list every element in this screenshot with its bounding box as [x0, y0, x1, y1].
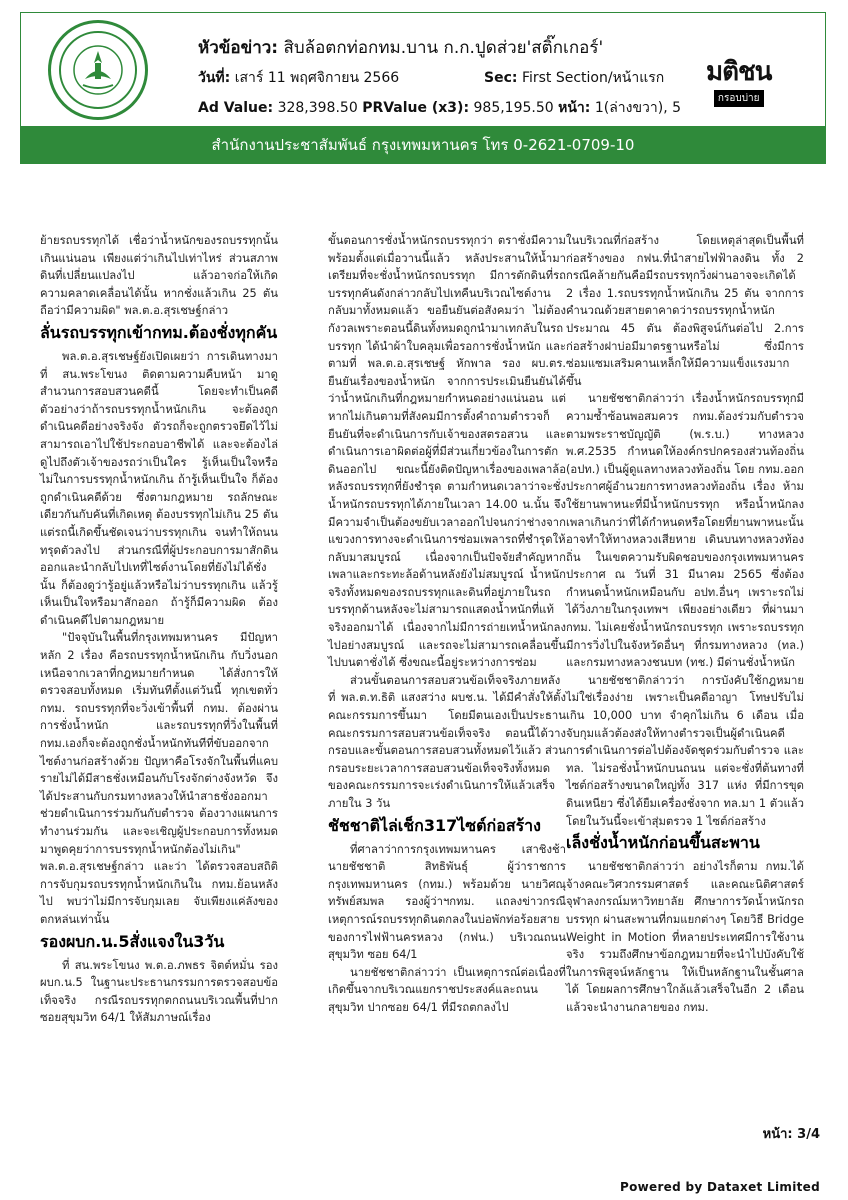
office-contact-band	[20, 126, 826, 164]
date-label: วันที่:	[198, 70, 231, 86]
section-value: First Section/หน้าแรก	[521, 70, 665, 86]
publication-edition: กรอบบ่าย	[714, 90, 764, 107]
section-heading: ลั่นรถบรรทุกเข้ากทม.ต้องชั่งทุกคัน	[40, 322, 278, 342]
section-heading: รองผบก.น.5สั่งแจงใน3วัน	[40, 931, 225, 951]
article-paragraph: ในบริเวณที่ก่อสร้าง โดยเหตุล่าสุดเป็นพื้นที่ก่อสร้างของ กฟน.ที่นำสายไฟฟ้าลงดิน ทั้ง 2 กรณีคล้ายกันคือมีรถบรรทุกวิ่งผ่านอาจจะเกิดได้ 2 เรื่อง 1.รถบรรทุกน้ำหนักเกิน 25 ตัน จากการคำนวณด้วยสายตาคาดว่ารถบรรทุกน้ำหนักประมาณ 45 ตัน ต้องพิสูจน์กันต่อไป 2.การก่อสร้างฝาบ่อมีมาตรฐานหรือไม่ ซึ่งมีการซ่อมแซมเสริมคานเหล็กให้มีความแข็งแรงมากขึ้น	[566, 234, 804, 388]
page-value: 1(ล่างขวา), 5	[594, 100, 682, 116]
article-paragraph: นายชัชชาติกล่าวว่า อย่างไรก็ตาม กทม.ได้จ้างคณะวิศวกรรมศาสตร์ และคณะนิติศาสตร์ จุฬาลงกรณ์มหาวิทยาลัย ศึกษาการวัดน้ำหนักรถบรรทุก ผ่านสะพานที่กมแยกต่างๆ โดยวิธี Bridge Weight in Motion ที่หลายประเทศมีการใช้งานจริง รวมถึงศึกษาข้อกฎหมายที่จะนำไปบังคับใช้ในการพิสูจน์หลักฐาน ให้เป็นหลักฐานในชั้นศาลได้ โดยผลการศึกษาใกล้แล้วเสร็จในอีก 2 เดือน แล้วจะนำงานกลายของ กทม.	[566, 860, 804, 1014]
article-paragraph: "ปัจจุบันในพื้นที่กรุงเทพมหานคร มีปัญหาหลัก 2 เรื่อง คือรถบรรทุกน้ำหนักเกิน กับวิ่งนอกเหนือจากเวลาที่กฎหมายกำหนด ได้สั่งการให้ตรวจสอบทั้งหมด เริ่มทันทีตั้งแต่วันนี้ ทุกเขตทั่ว กทม. รถบรรทุกที่จะวิ่งเข้าพื้นที่ กทม. ต้องผ่านการชั่งน้ำหนัก และรถบรรทุกที่วิ่งในพื้นที่ กทม.เองก็จะต้องถูกชั่งน้ำหนักทันทีที่ขับออกจากไซต์งานก่อสร้างด้วย ปัญหาคือโรงจักในพื้นที่แคบรายไม่ได้มีสาธชั่งเหมือนกับโรงจักต่างจังหวัด จึงได้ประสานกับกรมทางหลวงให้นำสาธชั่งออกมาช่วยดำเนินการร่วมกันกับตำรวจ ต้องวางแผนการทำงานร่วมกัน และจะเชิญผู้ประกอบการทั้งหมดมาพูดคุยว่าการบรรทุกน้ำหนักต้องไม่เกิน" พล.ต.อ.สุรเชษฐ์กล่าว และว่า ได้ตรวจสอบสถิติการจับกุมรถบรรทุกน้ำหนักเกินใน กทม.ย้อนหลังไป พบว่าไม่มีการจับกุมเลย จับเพียงแค่ลังของตกหล่นเท่านั้น	[40, 631, 278, 926]
office-contact-text: สำนักงานประชาสัมพันธ์ กรุงเทพมหานคร โทร 0-2621-0709-10	[211, 136, 635, 154]
article-column-1	[40, 232, 278, 1027]
publication-name: มติชน	[706, 57, 772, 87]
page-label: หน้า:	[558, 100, 591, 116]
powered-by-credit: Powered by Dataxet Limited	[619, 1180, 820, 1194]
article-column-3	[566, 232, 804, 1017]
date-value: เสาร์ 11 พฤศจิกายน 2566	[234, 70, 400, 86]
headline-line	[198, 34, 603, 61]
pr-value: 985,195.50	[473, 100, 554, 116]
value-line	[198, 97, 681, 119]
article-paragraph: นายชัชชาติกล่าวว่า การบังคับใช้กฎหมายไม่ใช่เรื่องง่าย เพราะเป็นคดีอาญา โทษปรับไม่เกิน 10,000 บาท จำคุกไม่เกิน 6 เดือน เมื่อจับกุมแล้วต้องส่งให้ทางตำรวจเป็นผู้ดำเนินคดี การดำเนินการต่อไปต้องจัดชุดร่วมกับตำรวจ และ ทล. ไม่รอชั่งน้ำหนักบนถนน แต่จะชั่งที่ต้นทางที่ไซต์ก่อสร้างขนาดใหญ่ทั้ง 317 แห่ง ที่มีการขุดดินเหนียว ซึ่งได้ยืมเครื่องชั่งจาก ทล.มา 1 ตัวแล้ว โดยในวันนี้จะเข้าสุ่มตรวจ 1 ไซต์ก่อสร้าง	[566, 673, 804, 828]
ad-value: 328,398.50	[277, 100, 358, 116]
article-paragraph: ส่วนขั้นตอนการสอบสวนข้อเท็จจริงภายหลังที่ พล.ต.ท.ธิติ แสงสว่าง ผบช.น. ได้มีคำสั่งให้ตั้งคณะกรรมการขึ้นมา โดยมีตนเองเป็นประธานคณะกรรมการสอบสวนข้อเท็จจริง ตอนนี้ได้วางกรอบและขั้นตอนการสอบสวนทั้งหมดไว้แล้ว ส่วนกรอบระยะเวลาการสอบสวนข้อเท็จจริงทั้งหมดของคณะกรรมการจะเร่งดำเนินการให้แล้วเสร็จภายใน 3 วัน	[328, 673, 566, 810]
article-paragraph: นายชัชชาติกล่าวว่า เรื่องน้ำหนักรถบรรทุกมีความซ้ำซ้อนพอสมควร กทม.ต้องร่วมกับตำรวจ ตามพระราชบัญญัติ (พ.ร.บ.) ทางหลวง พ.ศ.2535 กำหนดให้องค์กรปกครองส่วนท้องถิ่น (อปท.) เป็นผู้ดูแลทางหลวงท้องถิ่น โดย กทม.ออกประกาศผู้อำนวยการทางหลวงท้องถิ่น เรื่อง ห้ามใช้ยานพาหนะที่มีน้ำหนักบรรทุก หรือน้ำหนักลงเพลาเกินกว่าที่ได้กำหนดหรือโดยที่ยานพาหนะนั้นอาจทำให้ทางหลวงเสียหาย เดินบนทางหลวงท้องถิ่น ในเขตความรับผิดชอบของกรุงเทพมหานคร ประกาศ ณ วันที่ 31 มีนาคม 2565 ซึ่งต้องกำหนดน้ำหนักเหมือนกับ อปท.อื่นๆ เพราะรถไม่ได้วิ่งภายในกรุงเทพฯ เพียงอย่างเดียว ที่ผ่านมา กทม. ไม่เคยชั่งน้ำหนักรถบรรทุก เพราะรถบรรทุกมีการวิ่งไปในจังหวัดอื่นๆ ที่กรมทางหลวง (ทล.) และกรมทางหลวงชนบท (ทช.) มีด่านชั่งน้ำหนัก	[566, 392, 804, 670]
headline-text: สิบล้อตกท่อกทม.บาน ก.ก.ปูดส่วย'สติ๊กเกอร์'	[283, 38, 604, 58]
article-column-2	[328, 232, 566, 1017]
headline-label: หัวข้อข่าว:	[198, 38, 279, 58]
section-label: Sec:	[484, 70, 518, 86]
article-paragraph: ขั้นตอนการชั่งน้ำหนักรถบรรทุกว่า ตราชั่งมีความพร้อมตั้งแต่เมื่อวานนี้แล้ว หลังประสานให้น้ำมาเตรียมที่จะชั่งน้ำหนักรถบรรทุก มีการตักดินที่รถบรรทุกคันดังกล่าวกลับไปเทคืนบริเวณไซต์งาน กลับมาทั้งหมดแล้ว ขอยืนยันต่อสังคมว่า ไม่ต้องกังวลเพราะตอนนี้ดินทั้งหมดถูกนำมาเทกลับในรถบรรทุก ได้นำผ้าใบคลุมเพื่อรอการชั่งน้ำหนัก และตามที่ พล.ต.อ.สุรเชษฐ์ หักพาล รอง ผบ.ตร. ยืนยันเรื่องของน้ำหนัก จากการประเมินยืนยันได้ว่าน้ำหนักเกินที่กฎหมายกำหนดอย่างแน่นอน แต่หากไม่เกินตามที่สังคมมีการตั้งคำถามตำรวจก็ยืนยันที่จะดำเนินการกับเจ้าของสตรอสวน และดำเนินการเอาผิดต่อผู้ที่มีส่วนเกี่ยวข้องในการตักดินออกไป ขณะนี้ยังติดปัญหาเรื่องของเพลาล้อหลังรถบรรทุกที่ยังชำรุด ตามกำหนดเวลาว่าจะชั่งน้ำหนักรถบรรทุกได้ภายในเวลา 14.00 น.นั้น จึงมีความจำเป็นต้องขยับเวลาออกไปจนกว่าช่างจากแขวงการทางจะดำเนินการซ่อมเพลารถที่ชำรุดให้กลับมาสมบูรณ์ เนื่องจากเป็นปัจจัยสำคัญหากเพลาและกระทะล้อด้านหลังยังไม่สมบูรณ์ น้ำหนักจริงทั้งหมดของรถบรรทุกและดินที่อยู่ภายในรถบรรทุกด้านหลังจะไม่สามารถแสดงน้ำหนักที่แท้จริงออกมาได้ เนื่องจากไม่มีการถ่ายเทน้ำหนักลงไปอย่างสมบูรณ์ และรถจะไม่สามารถเคลื่อนขึ้นไปบนตาชั่งได้ ซึ่งขณะนี้อยู่ระหว่างการซ่อม	[328, 234, 566, 670]
section-heading: เล็งชั่งน้ำหนักก่อนขึ้นสะพาน	[566, 833, 760, 853]
seal-inner-ring	[59, 31, 137, 109]
ad-value-label: Ad Value:	[198, 100, 274, 116]
article-paragraph: ที่ สน.พระโขนง พ.ต.อ.ภพธร จิตต์หมั่น รอง ผบก.น.5 ในฐานะประธานกรรมการตรวจสอบข้อเท็จจริง กรณีรถบรรทุกตกถนนบริเวณพื้นที่ปากซอยสุขุมวิท 64/1 ให้สัมภาษณ์เรื่อง	[40, 958, 278, 1025]
bma-seal-logo	[48, 20, 148, 120]
article-paragraph: ย้ายรถบรรทุกได้ เชื่อว่าน้ำหนักของรถบรรทุกนั้นเกินแน่นอน เพียงแต่ว่าเกินไปเท่าไหร่ ส่วนสภาพดินที่เปลี่ยนแปลงไป แล้วอาจก่อให้เกิดความคลาดเคลื่อนได้นั้น หากชั่งแล้วเกิน 25 ตัน ถือว่ามีความผิด" พล.ต.อ.สุรเชษฐ์กล่าว	[40, 234, 278, 318]
article-paragraph: นายชัชชาติกล่าวว่า เป็นเหตุการณ์ต่อเนื่องที่เกิดขึ้นจากบริเวณแยกราชประสงค์และถนนสุขุมวิท ปากซอย 64/1 ที่มีรถตกลงไป	[328, 965, 566, 1014]
publication-logo	[706, 58, 771, 107]
pr-value-label: PRValue (x3):	[362, 100, 470, 116]
article-paragraph: พล.ต.อ.สุรเชษฐ์ยังเปิดเผยว่า การเดินทางมาที่ สน.พระโขนง ติดตามความคืบหน้า มาดูสำนวนการสอบสวนคดีนี้ โดยจะทำเป็นคดีตัวอย่างว่าถ้ารถบรรทุกน้ำหนักเกิน จะต้องถูกดำเนินคดีอย่างจริงจัง ตัวรถก็จะถูกตรวจยึดไว้ไม่สามารถเอาไปใช้ประกอบอาชีพได้ และจะต้องไล่ดูไปถึงตัวเจ้าของรถว่าเป็นใคร รู้เห็นเป็นใจหรือไม่ในการบรรทุกน้ำหนักเกิน ถ้ารู้เห็นเป็นใจ ก็ต้องถูกดำเนินคดีด้วย ซึ่งตามกฎหมาย รถลักษณะเดียวกันกับคันที่เกิดเหตุ ต้องบรรทุกไม่เกิน 25 ตัน แต่รถนี้เกิดขึ้นชัดเจนว่าบรรทุกเกิน จนทำให้ถนนทรุดตัวลงไป ส่วนกรณีที่ผู้ประกอบการมาสักดินออกและนำกลับไปเทที่ไซต์งานโดยที่ยังไม่ได้ชั่งนั้น ก็ต้องดูว่ารู้อยู่แล้วหรือไม่ว่าบรรทุกเกิน แล้วรู้เห็นเป็นใจหรือมาสักออก ถ้ารู้ก็มีความผิด ต้องดำเนินคดีไปตามกฎหมาย	[40, 349, 278, 627]
section-line	[484, 67, 664, 89]
seal-emblem-icon	[71, 43, 125, 97]
article-paragraph: ที่ศาลาว่าการกรุงเทพมหานคร เสาชิงช้า นายชัชชาติ สิทธิพันธุ์ ผู้ว่าราชการกรุงเทพมหานคร (กทม.) พร้อมด้วย นายวิศณุ ทรัพย์สมพล รองผู้ว่าฯกทม. แถลงข่าวกรณีเหตุการณ์รถบรรทุกดินตกลงในบ่อพักท่อร้อยสายของการไฟฟ้านครหลวง (กฟน.) บริเวณถนนสุขุมวิท ซอย 64/1	[328, 842, 566, 962]
page-indicator: หน้า: 3/4	[762, 1127, 820, 1142]
date-line	[198, 67, 399, 89]
section-heading: ชัชชาติไล่เช็ก317ไซต์ก่อสร้าง	[328, 815, 541, 835]
